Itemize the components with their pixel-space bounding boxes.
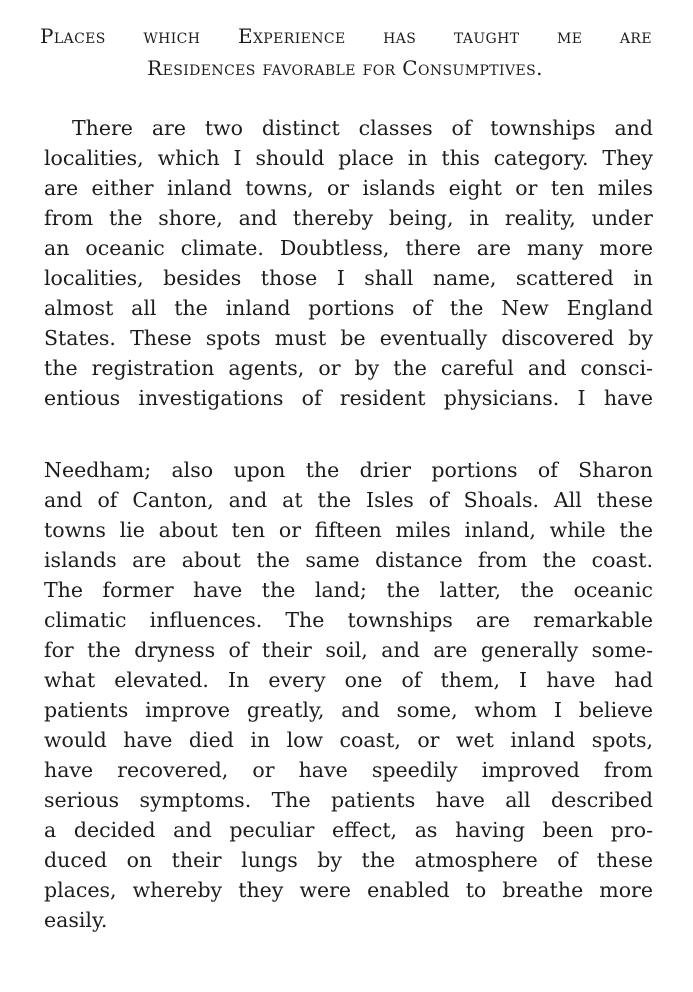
section-heading-line-1: Places which Experience has taught me are (40, 24, 652, 48)
text-line: almost all the inland portions of the New England (44, 296, 653, 320)
text-line: for the dryness of their soil, and are generally some- (44, 638, 653, 662)
text-line: islands are about the same distance from the coast. (44, 548, 653, 572)
paragraph-1 (44, 113, 653, 413)
text-line: climatic influences. The townships are remarkable (44, 608, 653, 632)
text-line: duced on their lungs by the atmosphere of these (44, 848, 653, 872)
text-line: an oceanic climate. Doubtless, there are many more (44, 236, 653, 260)
text-line: a decided and peculiar effect, as having been pro- (44, 818, 653, 842)
text-line: would have died in low coast, or wet inland spots, (44, 728, 653, 752)
text-line: have recovered, or have speedily improved from (44, 758, 653, 782)
text-line: places, whereby they were enabled to breathe more (44, 878, 653, 902)
text-line: what elevated. In every one of them, I have had (44, 668, 653, 692)
section-heading-line-2: Residences favorable for Consumptives. (147, 56, 543, 80)
text-line: from the shore, and thereby being, in reality, under (44, 206, 653, 230)
text-line: localities, which I should place in this category. They (44, 146, 653, 170)
text-line: are either inland towns, or islands eight or ten miles (44, 176, 653, 200)
text-line: patients improve greatly, and some, whom I believe (44, 698, 653, 722)
paragraph-2 (44, 455, 653, 935)
text-line: and of Canton, and at the Isles of Shoals. All these (44, 488, 653, 512)
text-line: The former have the land; the latter, the oceanic (44, 578, 653, 602)
text-line: There are two distinct classes of townships and (72, 116, 653, 140)
text-line: States. These spots must be eventually discovered by (44, 326, 653, 350)
text-line: localities, besides those I shall name, scattered in (44, 266, 653, 290)
text-line: the registration agents, or by the careful and consci- (44, 356, 653, 380)
text-line: easily. (44, 908, 108, 932)
text-line: towns lie about ten or fifteen miles inland, while the (44, 518, 653, 542)
text-line: serious symptoms. The patients have all described (44, 788, 653, 812)
text-line: Needham; also upon the drier portions of Sharon (44, 458, 653, 482)
text-line: entious investigations of resident physicians. I have (44, 386, 653, 410)
